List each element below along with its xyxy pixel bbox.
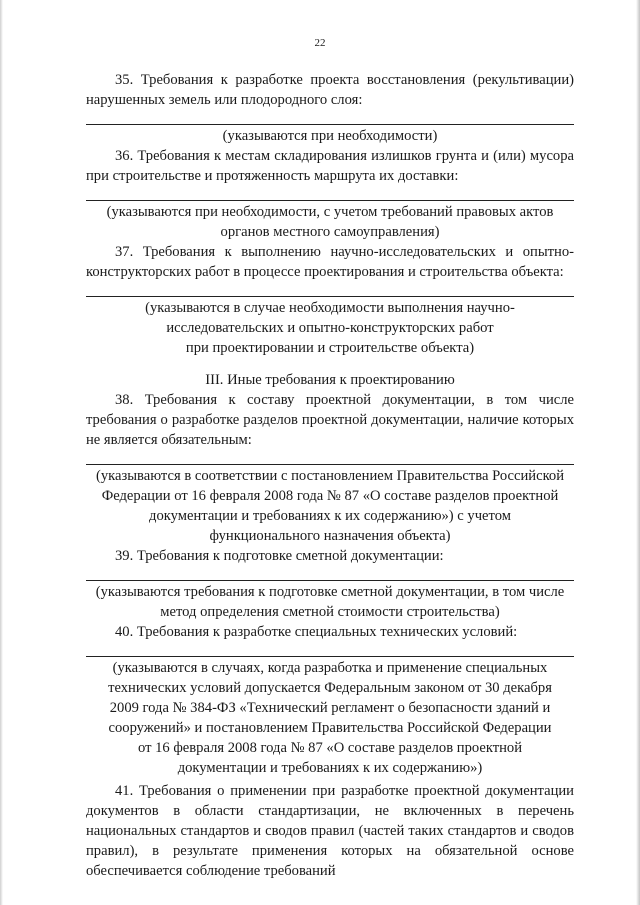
note-line: органов местного самоуправления) <box>220 224 440 240</box>
note-line: (указываются при необходимости, с учетом требований правовых актов <box>106 204 554 220</box>
note-line: (указываются в соответствии с постановлением Правительства Российской <box>95 468 565 484</box>
item-37-note <box>86 298 574 358</box>
note-line: 2009 года № 384-ФЗ «Технический регламент о безопасности зданий и <box>109 700 551 716</box>
item-41-text: 41. Требования о применении при разработке проектной документации документов в области стандартизации, не включенных в перечень национальных стандартов и сводов правил (частей таких стандартов и сводов правил), в результате применения которых на обязательной основе обеспечивается соблюдение требований <box>86 783 574 879</box>
item-36-note <box>86 202 574 242</box>
item-35-note <box>86 126 574 146</box>
note-line: сооружений» и постановлением Правительства Российской Федерации <box>108 720 552 736</box>
item-39-fill-line <box>86 580 574 581</box>
item-35-fill-line <box>86 124 574 125</box>
scan-edge-left <box>0 0 3 905</box>
item-37-fill-line <box>86 296 574 297</box>
item-36-fill-line <box>86 200 574 201</box>
note-line: Федерации от 16 февраля 2008 года № 87 «О составе разделов проектной <box>101 488 559 504</box>
item-39-text: 39. Требования к подготовке сметной документации: <box>115 548 444 564</box>
item-38-fill-line <box>86 464 574 465</box>
item-38-note <box>86 466 574 546</box>
note-line: при проектировании и строительстве объекта) <box>185 340 475 356</box>
note-line: (указываются при необходимости) <box>222 128 438 144</box>
note-line: (указываются в случаях, когда разработка и применение специальных <box>112 660 548 676</box>
item-40-note <box>86 658 574 778</box>
note-line: документации и требованиях к их содержанию») <box>177 760 483 776</box>
document-body <box>86 70 574 881</box>
item-38-text: 38. Требования к составу проектной документации, в том числе требования о разработке разделов проектной документации, наличие которых не является обязательным: <box>86 392 574 448</box>
note-line: функционального назначения объекта) <box>209 528 451 544</box>
item-40-text: 40. Требования к разработке специальных технических условий: <box>115 624 518 640</box>
item-36-text: 36. Требования к местам складирования излишков грунта и (или) мусора при строительстве и протяженность маршрута их доставки: <box>86 148 574 184</box>
item-35-text: 35. Требования к разработке проекта восстановления (рекультивации) нарушенных земель или плодородного слоя: <box>86 72 574 108</box>
note-line: (указываются в случае необходимости выполнения научно- <box>145 300 515 316</box>
note-line: (указываются требования к подготовке сметной документации, в том числе <box>95 584 565 600</box>
note-line: документации и требованиях к их содержанию») с учетом <box>149 508 511 524</box>
note-line: метод определения сметной стоимости строительства) <box>160 604 500 620</box>
note-line: технических условий допускается Федеральным законом от 30 декабря <box>108 680 552 696</box>
item-37-text: 37. Требования к выполнению научно-исследовательских и опытно-конструкторских работ в процессе проектирования и строительства объекта: <box>86 244 574 280</box>
scan-edge-right <box>636 0 640 905</box>
note-line: от 16 февраля 2008 года № 87 «О составе разделов проектной <box>137 740 523 756</box>
note-line: исследовательских и опытно-конструкторских работ <box>166 320 494 336</box>
item-40-fill-line <box>86 656 574 657</box>
page-number: 22 <box>314 37 326 49</box>
section-heading: III. Иные требования к проектированию <box>205 372 455 388</box>
item-39-note <box>86 582 574 622</box>
